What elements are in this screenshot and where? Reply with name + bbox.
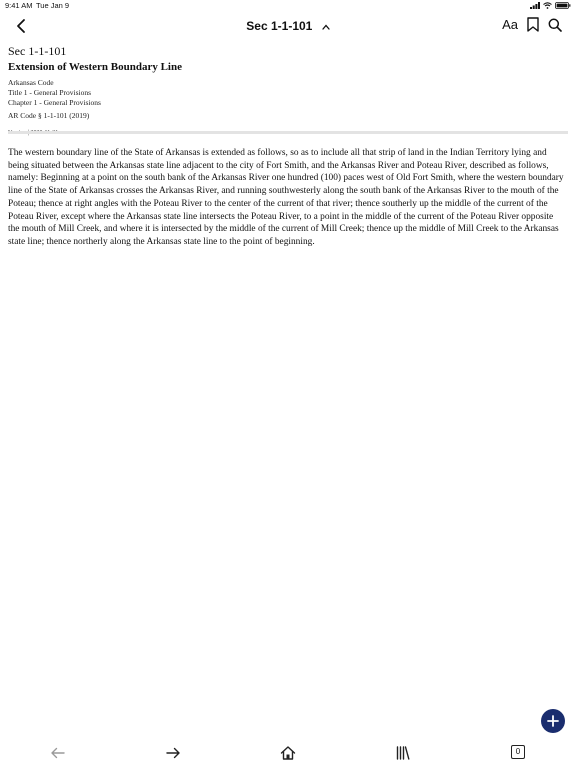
nav-title-button[interactable]	[0, 19, 576, 33]
status-bar	[0, 0, 576, 12]
status-icons	[530, 2, 571, 9]
nav-actions	[502, 17, 562, 32]
library-icon[interactable]	[395, 745, 411, 761]
tabs-icon[interactable]: 0	[511, 745, 525, 759]
citation: AR Code § 1-1-101 (2019)	[8, 111, 90, 120]
plus-icon	[547, 715, 559, 727]
wifi-icon	[543, 2, 552, 9]
nav-bar	[0, 12, 576, 40]
status-date: Tue Jan 9	[36, 1, 70, 10]
arrow-right-icon[interactable]	[165, 745, 181, 761]
statute-body-text: The western boundary line of the State of Arkansas is extended as follows, so as to include all that strip of land in the Indian Territory lying and being situated between the Arkansas state line adjacent to the city of Fort Smith, and the Arkansas River and Poteau River, described as follows, namely: Beginning at a point on the south bank of the Arkansas River one hundred (100) paces west of Old Fort Smith, where the western boundary line of the State of Arkansas crosses the Arkansas River, and running southwesterly along the south bank of the Arkansas River to the mouth of the Poteau; thence at right angles with the Poteau River to the center of the current of that river; thence southerly up the middle of the current of the Poteau River, except where the Arkansas state line intersects the Poteau River, to a point in the middle of the current of the Poteau River opposite the mouth of Mill Creek, and where it is intersected by the middle of the current of Mill Creek; thence up the middle of Mill Creek to the Arkansas state line; thence northerly along the Arkansas state line to the point of beginning.	[8, 148, 564, 247]
battery-icon	[555, 2, 571, 9]
section-header	[8, 44, 568, 144]
chevron-up-icon	[322, 24, 330, 30]
status-time: 9:41 AM	[5, 1, 33, 10]
text-size-button[interactable]: Aa	[502, 17, 518, 32]
signal-icon	[530, 2, 540, 9]
breadcrumb-code: Arkansas Code	[8, 78, 54, 87]
home-icon[interactable]	[280, 745, 296, 761]
bottom-toolbar	[0, 740, 576, 768]
breadcrumb-chapter: Chapter 1 - General Provisions	[8, 98, 101, 107]
section-title: Extension of Western Boundary Line	[8, 61, 182, 73]
add-button[interactable]	[541, 709, 565, 733]
search-icon[interactable]	[548, 18, 562, 32]
arrow-left-icon[interactable]	[50, 745, 66, 761]
breadcrumb-title: Title 1 - General Provisions	[8, 88, 92, 97]
header-divider	[8, 131, 568, 134]
nav-title: Sec 1-1-101	[246, 19, 313, 33]
bookmark-icon[interactable]	[527, 17, 539, 32]
section-number: Sec 1-1-101	[8, 44, 67, 58]
